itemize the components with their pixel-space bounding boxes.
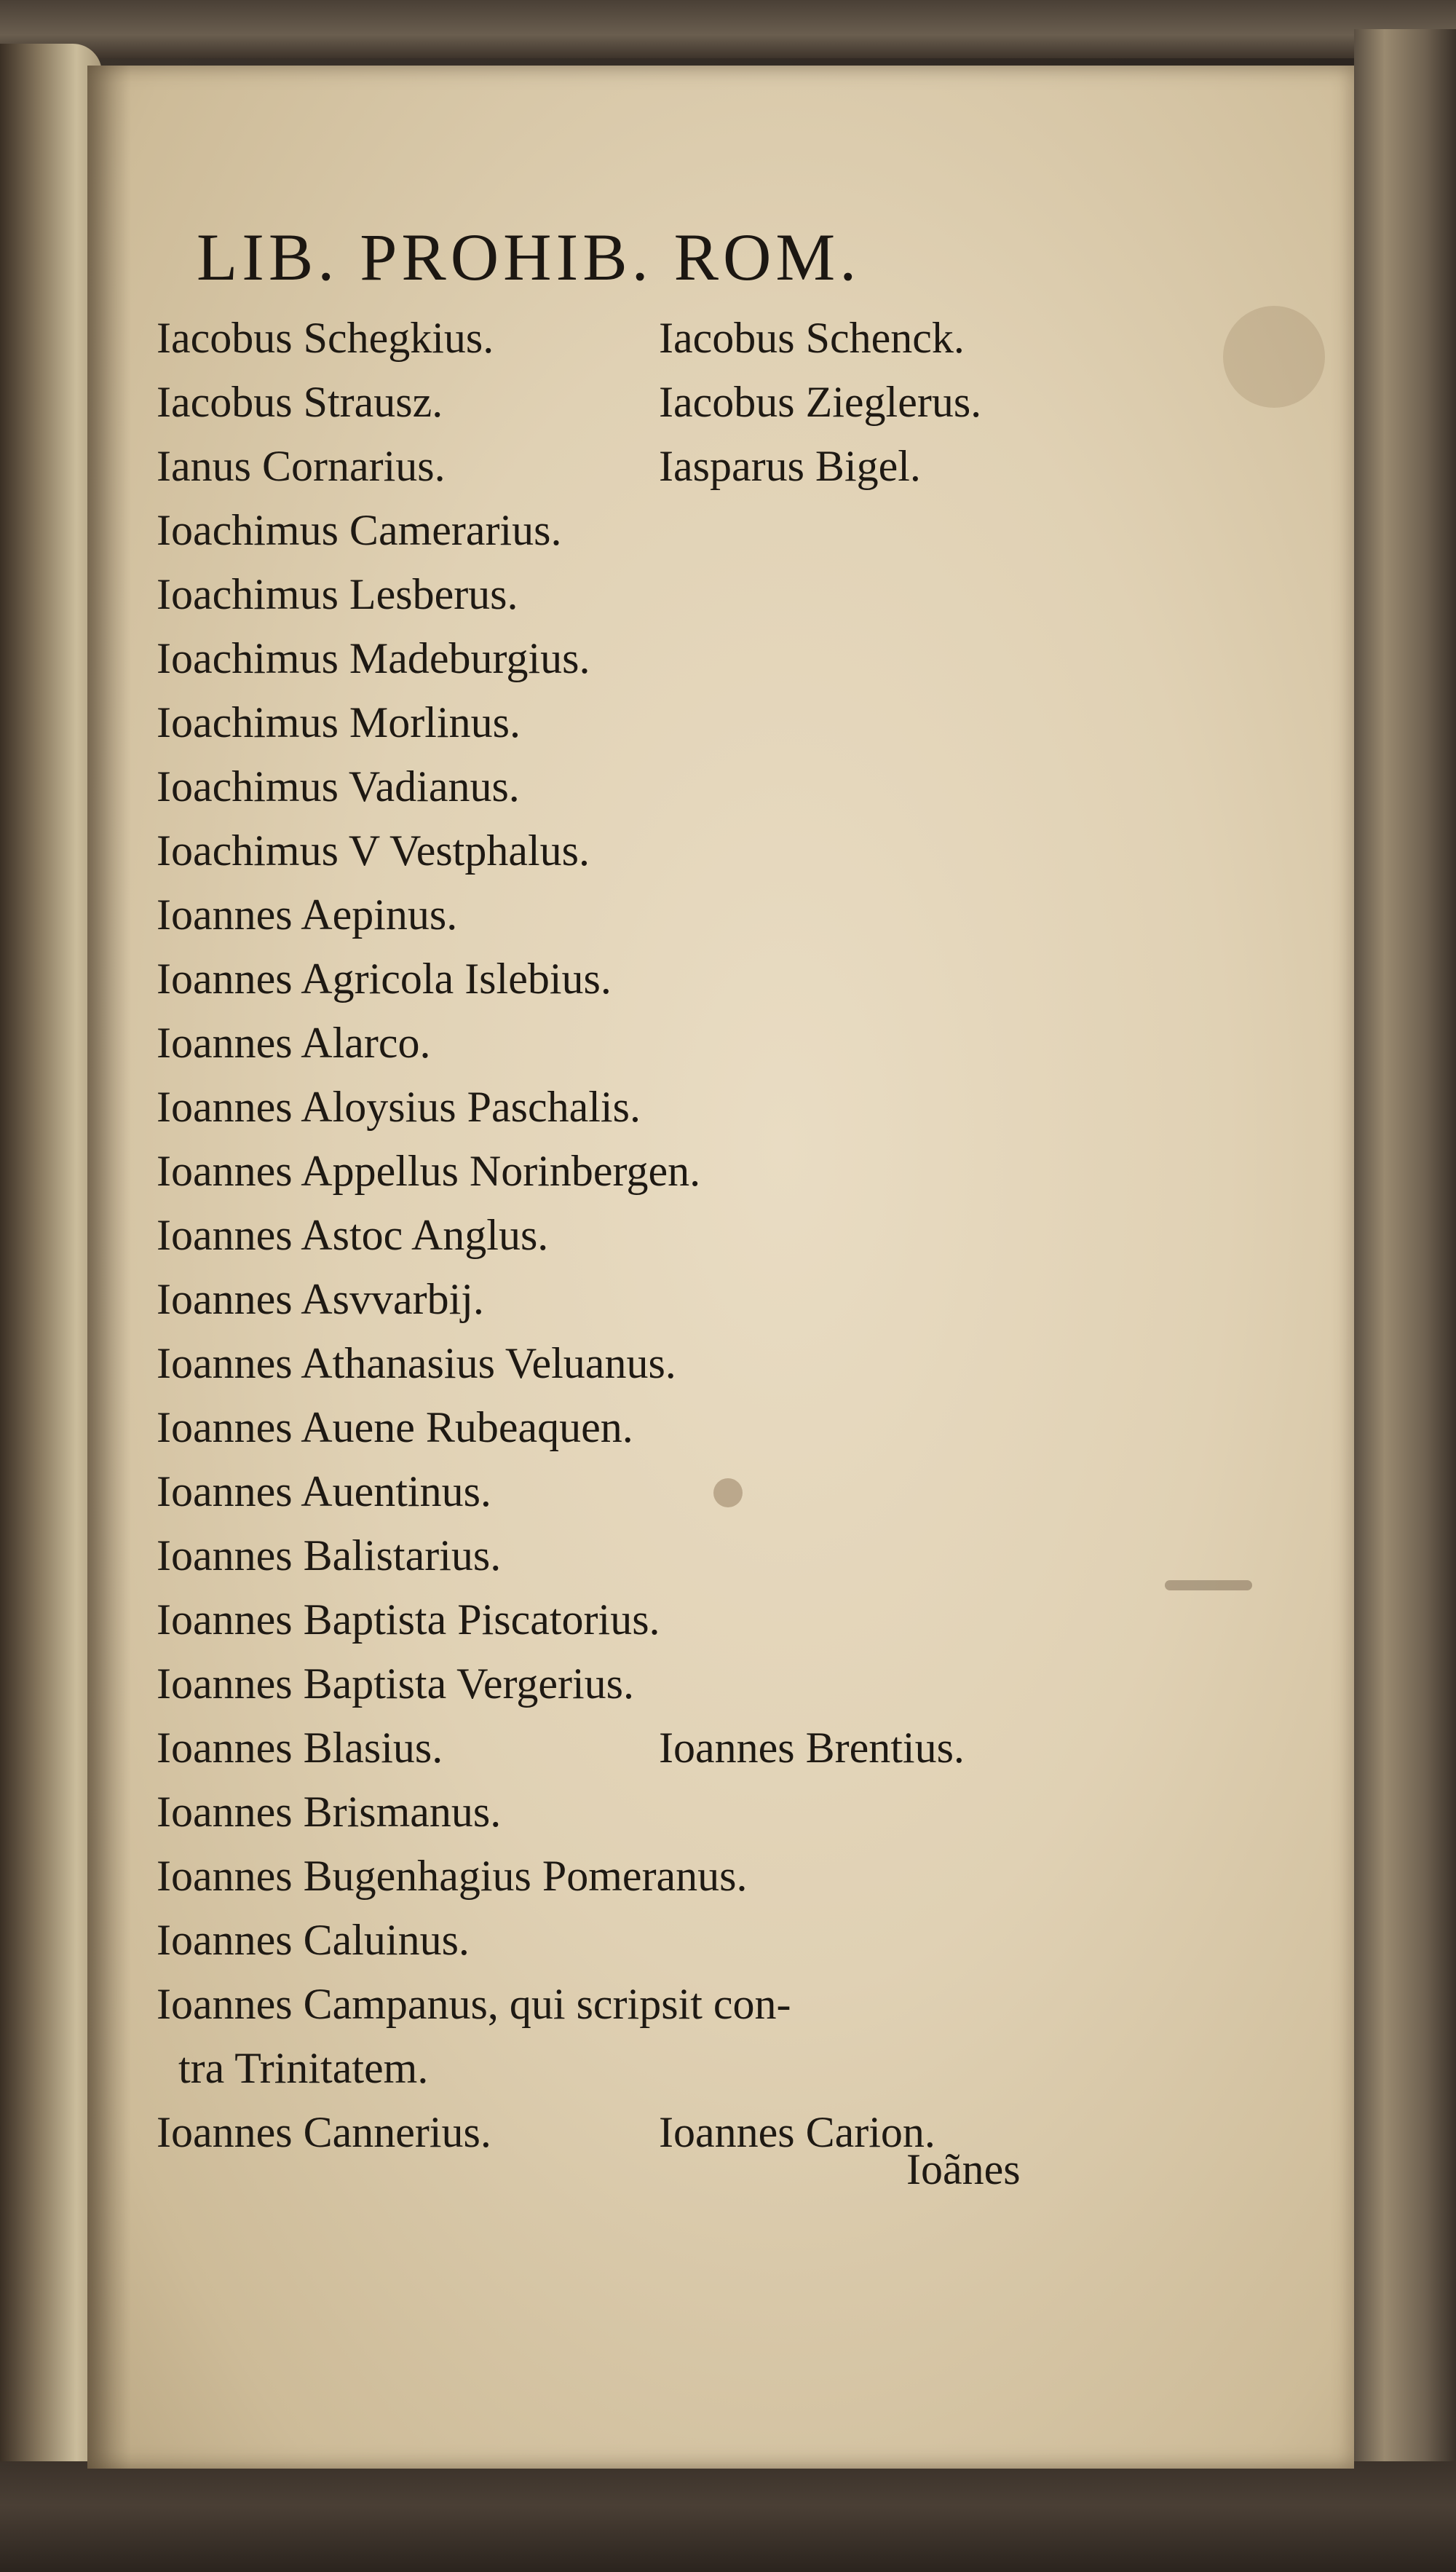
author-entry [157,754,1125,818]
author-entry [157,1331,1125,1395]
author-name: Ioannes Agricola Islebius. [157,955,612,1003]
author-entry [157,1459,1125,1523]
author-entry [157,626,1125,690]
author-name: Ioannes Baptista Piscatorius. [157,1595,660,1644]
catchword: Ioãnes [906,2145,1021,2193]
author-name-second: Iasparus Bigel. [659,442,921,490]
author-name: Ioannes Astoc Anglus. [157,1211,549,1259]
author-name: Ioannes Alarco. [157,1019,431,1067]
author-name: Ioachimus V Vestphalus. [157,827,590,875]
author-name-second: Ioannes Brentius. [659,1724,965,1772]
author-name: Ioannes Balistarius. [157,1531,502,1579]
author-entry [157,1267,1125,1331]
author-entry [157,1075,1125,1139]
author-name: Iacobus Schegkius. [157,314,494,362]
author-name: Ioachimus Vadianus. [157,762,520,810]
binding-top [0,0,1456,58]
author-name: Ianus Cornarius. [157,442,446,490]
binding-bottom [0,2461,1456,2572]
author-entry [157,1908,1125,1972]
author-name-second: Iacobus Schenck. [659,314,965,362]
cover-board-edge [1354,29,1456,2549]
running-head: LIB. PROHIB. ROM. [197,220,861,294]
author-entry [157,1652,1125,1716]
author-entry [157,1716,1125,1780]
author-entry [157,1523,1125,1587]
author-name-second: Ioannes Carion. [659,2108,935,2156]
author-entry [157,1011,1125,1075]
author-entry [157,818,1125,883]
author-name: Ioannes Campanus, qui scripsit con- [157,1980,791,2028]
author-name: Ioannes Aepinus. [157,891,458,939]
author-name: Ioannes Caluinus. [157,1916,470,1964]
author-name-second: Iacobus Zieglerus. [659,378,982,426]
author-entry [157,498,1125,562]
author-entry [157,883,1125,947]
author-entry [157,306,1125,370]
author-entry [157,562,1125,626]
author-name: Ioannes Cannerius. [157,2108,491,2156]
paper-stain [1223,306,1325,408]
author-entry [157,1395,1125,1459]
author-name: Ioannes Blasius. [157,1724,443,1772]
author-name: Ioannes Brismanus. [157,1788,502,1836]
author-entry [157,1587,1125,1652]
author-entry [157,690,1125,754]
author-name: Ioannes Bugenhagius Pomeranus. [157,1852,748,1900]
author-name: Ioannes Auentinus. [157,1467,491,1515]
author-name: Ioannes Aloysius Paschalis. [157,1083,641,1131]
author-entry [157,1780,1125,1844]
author-name: Ioannes Athanasius Veluanus. [157,1339,676,1387]
author-name: Ioachimus Madeburgius. [157,634,590,682]
author-name: tra Trinitatem. [178,2044,429,2092]
author-entry [157,434,1125,498]
author-entry [157,370,1125,434]
gutter-shadow [87,66,131,2469]
author-name: Ioachimus Lesberus. [157,570,518,618]
author-entry [157,1139,1125,1203]
prohibited-authors-list [157,306,1125,2164]
author-name: Ioachimus Camerarius. [157,506,562,554]
previous-leaves-edge [0,44,102,2534]
author-name: Ioannes Auene Rubeaquen. [157,1403,633,1451]
author-name: Ioannes Baptista Vergerius. [157,1660,634,1708]
author-name: Iacobus Strausz. [157,378,443,426]
author-entry [157,1972,1125,2036]
author-name: Ioannes Appellus Norinbergen. [157,1147,701,1195]
author-name: Ioachimus Morlinus. [157,698,521,746]
author-name: Ioannes Asvvarbij. [157,1275,484,1323]
author-entry [157,1203,1125,1267]
author-entry [157,1844,1125,1908]
author-entry [157,2036,1125,2100]
paper-stain [1165,1580,1252,1590]
author-entry [157,947,1125,1011]
